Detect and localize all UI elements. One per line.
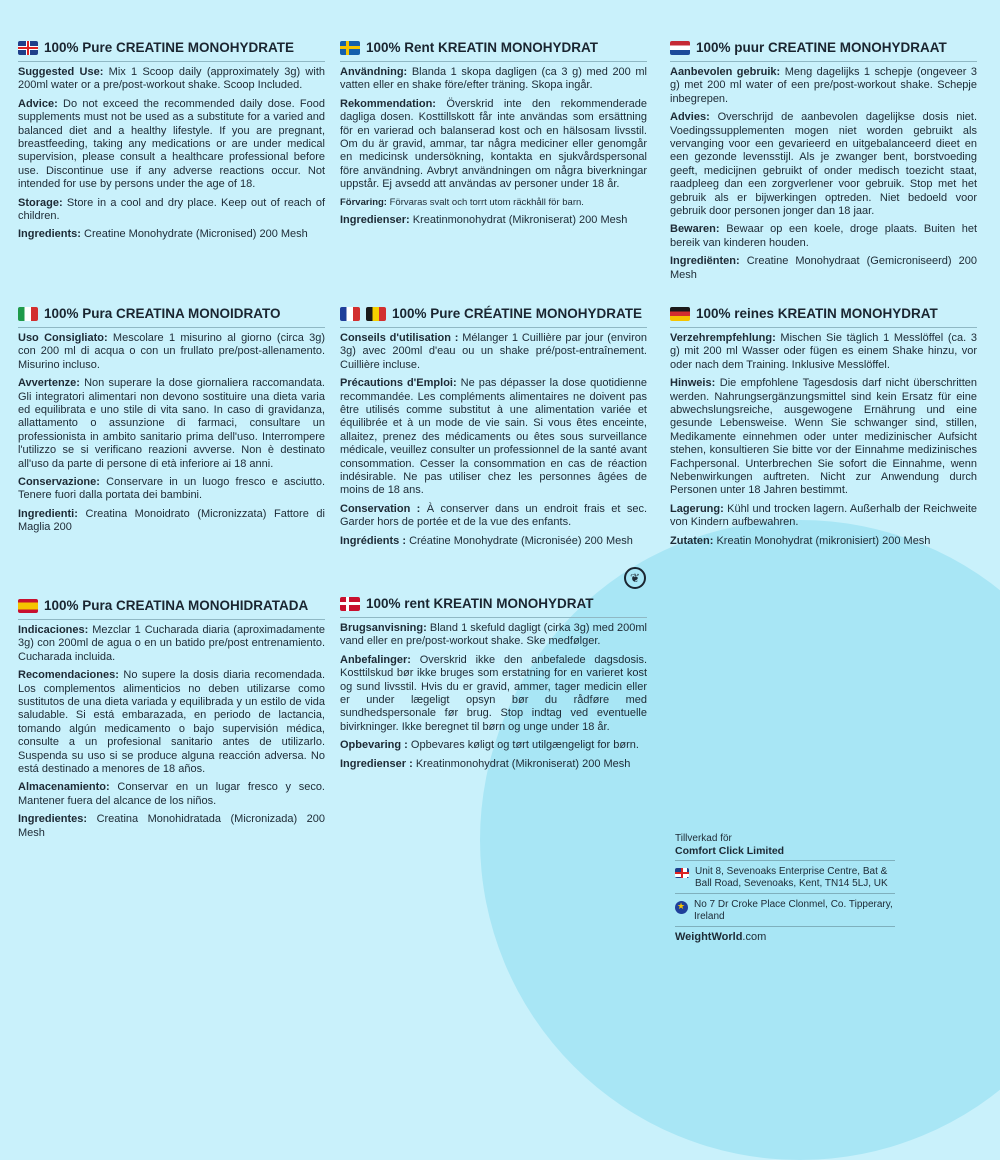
uk-flag-icon [18, 41, 38, 55]
advice-paragraph: Anbefalinger: Overskrid ikke den anbefalede dagsdosis. Kosttilskud bør ikke bruges som erstatning for en varieret kost og sund livsstil. Hvis du er gravid, ammer, tager medicin eller er under lægeligt opsyn bør du rådføre med sundhedspersonale før brug. Stop indtag ved eventuelle bivirkninger. Ikke beregnet til børn og unge under 18 år. [340, 653, 648, 733]
manufacturer-info [675, 833, 895, 943]
belgium-flag-icon [366, 307, 386, 321]
france-flag-icon [340, 307, 360, 321]
storage-paragraph: Opbevaring : Opbevares køligt og tørt utilgængeligt for børn. [340, 739, 639, 752]
section-danish [340, 596, 647, 776]
section-title-text: 100% puur CREATINE MONOHYDRAAT [696, 40, 947, 55]
storage-paragraph: Bewaren: Bewaar op een koele, droge plaats. Buiten het bereik van kinderen houden. [670, 223, 977, 249]
usage-paragraph: Brugsanvisning: Bland 1 skefuld dagligt (cirka 3g) med 200ml vand eller en pre/post-workout shake. Ske medfølger. [340, 622, 647, 648]
section-title [670, 40, 977, 55]
section-title-text: 100% Pura CREATINA MONOHIDRATADA [44, 598, 309, 613]
section-title-text: 100% Pura CREATINA MONOIDRATO [44, 306, 281, 321]
section-italian [18, 306, 325, 540]
divider [340, 617, 647, 618]
storage-paragraph: Lagerung: Kühl und trocken lagern. Außerhalb der Reichweite von Kindern aufbewahren. [670, 502, 977, 529]
divider [670, 327, 977, 328]
storage-paragraph: Conservazione: Conservare in un luogo fresco e asciutto. Tenere fuori dalla portata dei bambini. [18, 476, 325, 502]
uk-address-row [675, 860, 895, 893]
storage-paragraph: Almacenamiento: Conservar en un lugar fresco y seco. Mantener fuera del alcance de los niños. [18, 781, 325, 807]
advice-paragraph: Advies: Overschrijd de aanbevolen dagelijkse dosis niet. Voedingssupplementen mogen niet worden gebruikt als vervanging voor een gevarieerd en uitgebalanceerd dieet en een gezonde levensstijl. Als je zwanger bent, borstvoeding geeft, medicijnen gebruikt of onder medisch toezicht staat, raadpleeg dan een zorgverlener voor gebruik. Stop met het gebruik als er bijwerkingen optreden. Niet bedoeld voor gebruik door personen jonger dan 18 jaar. [670, 111, 977, 218]
ingredients-paragraph: Ingredients: Creatine Monohydrate (Micronised) 200 Mesh [18, 228, 308, 241]
website-brand: WeightWorld [675, 931, 743, 943]
section-title-text: 100% rent KREATIN MONOHYDRAT [366, 596, 594, 611]
manufactured-for-label: Tillverkad för [675, 833, 732, 844]
usage-paragraph: Aanbevolen gebruik: Meng dagelijks 1 schepje (ongeveer 3 g) met 200 ml water of een pre/post-workout shake. Schepje inbegrepen. [670, 66, 978, 105]
section-english [18, 40, 325, 247]
ingredients-paragraph: Zutaten: Kreatin Monohydrat (mikronisiert) 200 Mesh [670, 534, 931, 547]
section-title [18, 306, 325, 321]
advice-paragraph: Recomendaciones: No supere la dosis diaria recomendada. Los complementos alimenticios no deben utilizarse como sustitutos de una dieta variada y equilibrada y un estilo de vida saludable. Si está embarazada, en periodo de lactancia, tomando algún medicamento o bajo supervisión médica, consulte a un profesional sanitario antes de utilizarlo. Suspenda su uso si se produce alguna reacción adversa. No está destinado a menores de 18 años. [18, 669, 325, 776]
denmark-flag-icon [340, 597, 360, 611]
ingredients-paragraph: Ingredienti: Creatina Monoidrato (Micronizzata) Fattore di Maglia 200 [18, 507, 325, 534]
advice-paragraph: Avvertenze: Non superare la dose giornaliera raccomandata. Gli integratori alimentari non devono sostituire una dieta varia ed equilibrata e uno stile di vita sano. In caso di gravidanza, allattamento o assunzione di farmaci, consultare un professionista in ambito sanitario prima dell'uso. Interrompere l'utilizzo se si verificano reazioni avverse. Non è destinato all'uso da parte di persone di età inferiore ai 18 anni. [18, 377, 325, 470]
italy-flag-icon [18, 307, 38, 321]
vegan-leaf-icon: ❦ [624, 567, 646, 589]
section-french [340, 306, 647, 553]
section-title [670, 306, 977, 321]
website-domain: .com [742, 931, 767, 943]
ingredients-paragraph: Ingredienser : Kreatinmonohydrat (Mikroniserat) 200 Mesh [340, 757, 631, 770]
uk-address: Unit 8, Sevenoaks Enterprise Centre, Bat & Ball Road, Sevenoaks, Kent, TN14 5LJ, UK [695, 866, 888, 889]
section-title-text: 100% reines KREATIN MONOHYDRAT [696, 306, 938, 321]
divider [670, 61, 977, 62]
germany-flag-icon [670, 307, 690, 321]
spain-flag-icon [18, 599, 38, 613]
section-spanish [18, 598, 325, 845]
uk-flag-icon [675, 868, 689, 878]
ingredients-paragraph: Ingrediënten: Creatine Monohydraat (Gemicroniseerd) 200 Mesh [670, 255, 977, 281]
eu-address: No 7 Dr Croke Place Clonmel, Co. Tipperary, Ireland [694, 899, 893, 922]
storage-paragraph: Storage: Store in a cool and dry place. Keep out of reach of children. [18, 196, 325, 223]
divider [340, 61, 647, 62]
usage-paragraph: Användning: Blanda 1 skopa dagligen (ca 3 g) med 200 ml vatten eller en shake före/efter träning. Skopa ingår. [340, 66, 647, 92]
section-title [18, 40, 325, 55]
storage-paragraph: Conservation : À conserver dans un endroit frais et sec. Garder hors de portée et de la vue des enfants. [340, 502, 648, 529]
section-title-text: 100% Rent KREATIN MONOHYDRAT [366, 40, 599, 55]
divider [18, 61, 325, 62]
website-link[interactable] [675, 926, 895, 943]
section-title [340, 306, 647, 321]
section-title [18, 598, 325, 613]
divider [18, 619, 325, 620]
advice-paragraph: Précautions d'Emploi: Ne pas dépasser la dose quotidienne recommandée. Les compléments alimentaires ne doivent pas être utilisés comme substitut à une alimentation variée et équilibrée et à un mode de vie sain. Si vous êtes enceinte, allaitez, prenez des médicaments ou êtes sous surveillance médicale, veuillez consulter un professionnel de la santé avant consommation. Cesser la consommation en cas de réaction indésirable. Ne pas utiliser chez les personnes âgées de moins de 18 ans. [340, 377, 647, 497]
section-title-text: 100% Pure CREATINE MONOHYDRATE [44, 40, 295, 55]
netherlands-flag-icon [670, 41, 690, 55]
storage-paragraph: Förvaring: Förvaras svalt och torrt utom räckhåll för barn. [340, 196, 584, 208]
ingredients-paragraph: Ingrédients : Créatine Monohydrate (Micronisée) 200 Mesh [340, 534, 633, 547]
section-title [340, 40, 647, 55]
section-title [340, 596, 647, 611]
divider [18, 327, 325, 328]
company-name: Comfort Click Limited [675, 845, 785, 857]
advice-paragraph: Hinweis: Die empfohlene Tagesdosis darf nicht überschritten werden. Nahrungsergänzungsmittel sind kein Ersatz für eine abwechslungsreiche, ausgewogene Ernährung und eine gesunde Lebensweise. Wenn Sie schwanger sind, stillen, Medikamente einnehmen oder unter medizinischer Aufsicht stehen, konsultieren Sie bitte vor der Einnahme medizinisches Fachpersonal. Unterbrechen Sie sofort die Einnahme, wenn Nebenwirkungen auftreten. Nicht zur Anwendung durch Personen unter 18 Jahren bestimmt. [670, 377, 977, 497]
ingredients-paragraph: Ingredientes: Creatina Monohidratada (Micronizada) 200 Mesh [18, 813, 325, 839]
advice-paragraph: Advice: Do not exceed the recommended daily dose. Food supplements must not be used as a substitute for a varied and balanced diet and a healthy lifestyle. If you are pregnant, breastfeeding, taking any medications or are under medical supervision, please consult a healthcare professional before use. Discontinue use if any adverse reactions occur. Not intended for use by persons under the age of 18. [18, 97, 325, 191]
usage-paragraph: Indicaciones: Mezclar 1 Cucharada diaria (aproximadamente 3g) con 200ml de agua o en un batido pre/post entrenamiento. Cucharada incluida. [18, 624, 325, 663]
eu-address-row [675, 893, 895, 926]
eu-flag-icon [675, 901, 688, 914]
usage-paragraph: Verzehrempfehlung: Mischen Sie täglich 1 Messlöffel (ca. 3 g) mit 200 ml Wasser oder fügen es einem Shake hinzu, vor oder nach dem Training. Inklusive Messlöffel. [670, 332, 977, 371]
sweden-flag-icon [340, 41, 360, 55]
divider [340, 327, 647, 328]
section-swedish [340, 40, 647, 232]
usage-paragraph: Conseils d'utilisation : Mélanger 1 Cuillière par jour (environ 3g) avec 200ml d'eau ou un shake pré/post-entraînement. Cuillière incluse. [340, 332, 647, 371]
ingredients-paragraph: Ingredienser: Kreatinmonohydrat (Mikroniserat) 200 Mesh [340, 213, 628, 226]
section-title-text: 100% Pure CRÉATINE MONOHYDRATE [392, 306, 643, 321]
usage-paragraph: Uso Consigliato: Mescolare 1 misurino al giorno (circa 3g) con 200 ml di acqua o con un frullato pre/post-allenamento. Misurino incluso. [18, 332, 326, 371]
usage-paragraph: Suggested Use: Mix 1 Scoop daily (approximately 3g) with 200ml water or a pre/post-workout shake. Scoop Included. [18, 66, 325, 92]
advice-paragraph: Rekommendation: Överskrid inte den rekommenderade dagliga dosen. Kosttillskott får inte användas som ersättning för en varierad och balanserad kost och en hälsosam livsstil. Om du är gravid, ammar, tar några mediciner eller genomgår en medicinsk undersökning, kontakta en sjukvårdspersonal före användning. Avbryt användningen om några biverkningar uppstår. Ej avsedd att användas av personer under 18 år. [340, 97, 647, 191]
section-dutch [670, 40, 977, 287]
section-german [670, 306, 977, 553]
